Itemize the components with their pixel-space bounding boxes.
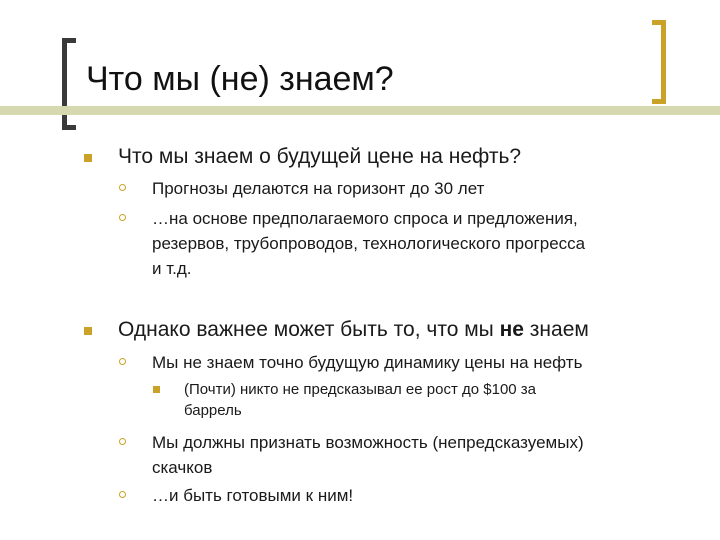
bullet-square-icon	[84, 154, 92, 162]
section2-item-2-line2: скачков	[152, 458, 213, 477]
section2-item-1: Мы не знаем точно будущую динамику цены на нефть	[152, 353, 583, 372]
section2-heading	[118, 318, 589, 342]
title-underline-bar	[0, 106, 720, 115]
slide-title: Что мы (не) знаем?	[86, 60, 394, 98]
section2-subitem-1-line2: баррель	[184, 402, 242, 419]
bullet-square-small-icon	[153, 386, 160, 393]
section2-heading-end: знаем	[523, 318, 589, 341]
bullet-square-icon	[84, 327, 92, 335]
bullet-circle-icon	[119, 491, 126, 498]
bullet-circle-icon	[119, 214, 126, 221]
section1-item-1: Прогнозы делаются на горизонт до 30 лет	[152, 179, 485, 198]
bullet-circle-icon	[119, 438, 126, 445]
right-bracket-decoration	[652, 20, 666, 104]
section1-item-2-line3: и т.д.	[152, 259, 192, 278]
section2-heading-bold: не	[499, 318, 524, 341]
section1-item-2-line1: …на основе предполагаемого спроса и предложения,	[152, 209, 578, 228]
bullet-circle-icon	[119, 358, 126, 365]
section2-item-3: …и быть готовыми к ним!	[152, 486, 354, 505]
bullet-circle-icon	[119, 184, 126, 191]
section2-subitem-1-line1: (Почти) никто не предсказывал ее рост до $100 за	[184, 381, 537, 398]
left-bracket-decoration	[62, 38, 76, 130]
section2-item-2-line1: Мы должны признать возможность (непредсказуемых)	[152, 433, 584, 452]
section1-item-2-line2: резервов, трубопроводов, технологического прогресса	[152, 234, 586, 253]
section1-heading: Что мы знаем о будущей цене на нефть?	[118, 145, 522, 168]
section2-heading-start: Однако важнее может быть то, что мы	[118, 318, 500, 341]
